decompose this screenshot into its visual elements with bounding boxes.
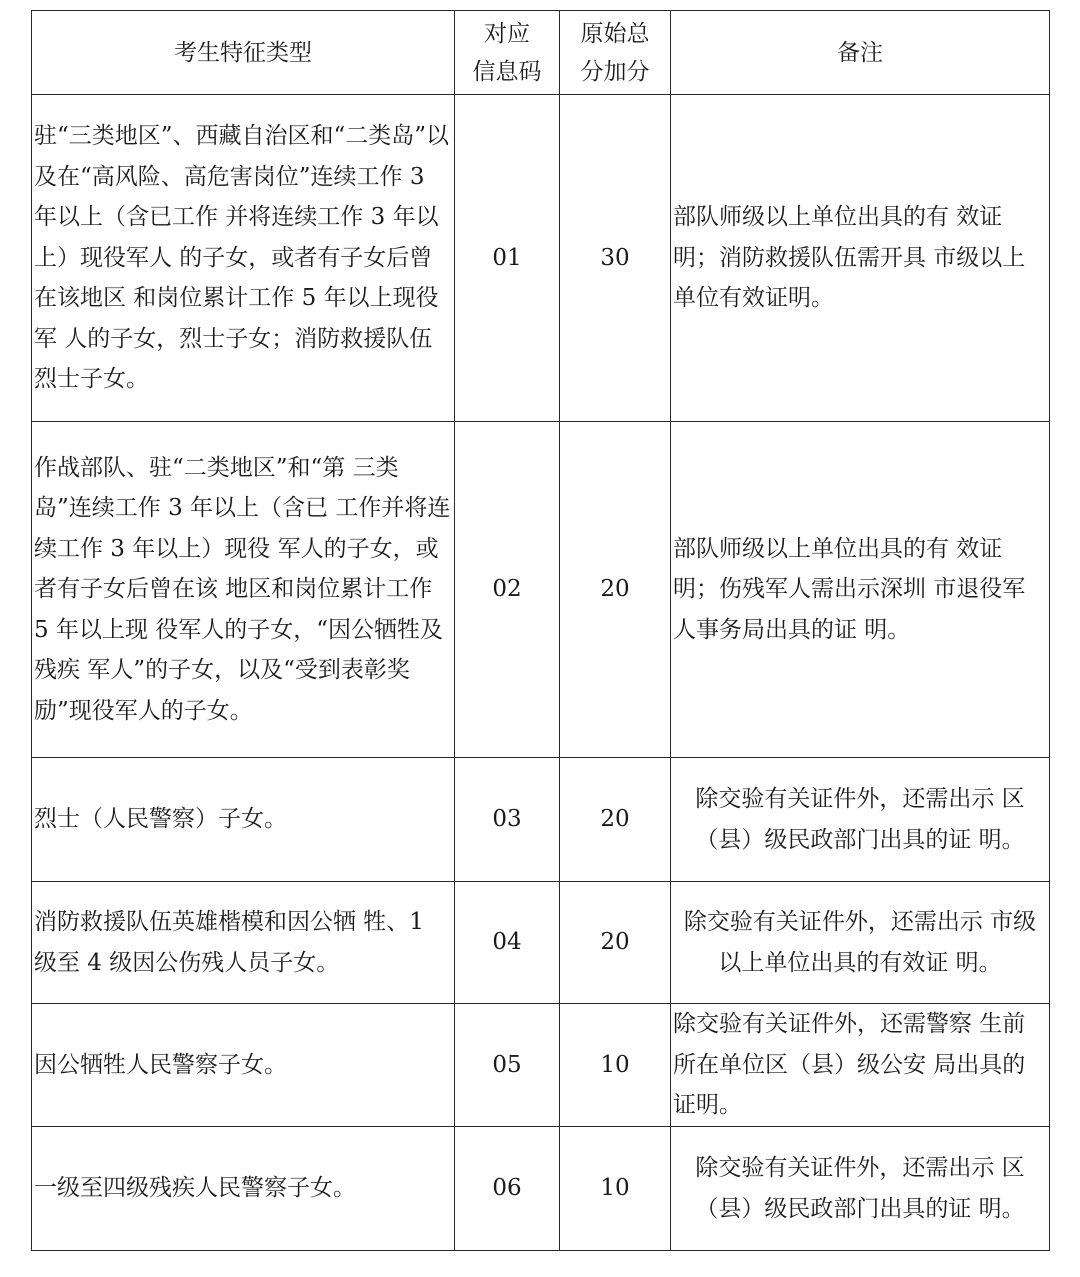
table-row xyxy=(32,1004,1050,1127)
row-note: 部队师级以上单位出具的有 效证明；伤残军人需出示深圳 市退役军人事务局出具的证 明。 xyxy=(671,422,1050,758)
row-code: 04 xyxy=(455,882,560,1004)
row-score: 10 xyxy=(560,1127,671,1251)
row-type: 因公牺牲人民警察子女。 xyxy=(32,1004,455,1127)
header-note: 备注 xyxy=(671,11,1050,95)
header-score: 原始总 分加分 xyxy=(560,11,671,95)
row-type: 消防救援队伍英雄楷模和因公牺 牲、1 级至 4 级因公伤残人员子女。 xyxy=(32,882,455,1004)
row-note: 除交验有关证件外，还需出示 市级以上单位出具的有效证 明。 xyxy=(671,882,1050,1004)
table-row xyxy=(32,1127,1050,1251)
header-code: 对应 信息码 xyxy=(455,11,560,95)
table-row xyxy=(32,422,1050,758)
row-note: 除交验有关证件外，还需出示 区（县）级民政部门出具的证 明。 xyxy=(671,758,1050,882)
row-score: 20 xyxy=(560,882,671,1004)
row-score: 20 xyxy=(560,422,671,758)
row-score: 20 xyxy=(560,758,671,882)
table-row xyxy=(32,882,1050,1004)
row-type: 驻“三类地区”、西藏自治区和“二类岛”以及在“高风险、高危害岗位”连续工作 3 年以上（含已工作 并将连续工作 3 年以上）现役军人 的子女，或者有子女后曾在该地区 和岗位累计工作 5 年以上现役军 人的子女，烈士子女；消防救援队伍烈士子女。 xyxy=(32,95,455,422)
row-type: 一级至四级残疾人民警察子女。 xyxy=(32,1127,455,1251)
table-header-row xyxy=(32,11,1050,95)
row-type: 作战部队、驻“二类地区”和“第 三类岛”连续工作 3 年以上（含已 工作并将连续工作 3 年以上）现役 军人的子女，或者有子女后曾在该 地区和岗位累计工作 5 年以上现 役军人的子女，“因公牺牲及残疾 军人”的子女，以及“受到表彰奖 励”现役军人的子女。 xyxy=(32,422,455,758)
row-code: 05 xyxy=(455,1004,560,1127)
row-code: 01 xyxy=(455,95,560,422)
row-type: 烈士（人民警察）子女。 xyxy=(32,758,455,882)
row-note: 除交验有关证件外，还需出示 区（县）级民政部门出具的证 明。 xyxy=(671,1127,1050,1251)
table-row xyxy=(32,95,1050,422)
row-note: 部队师级以上单位出具的有 效证明；消防救援队伍需开具 市级以上单位有效证明。 xyxy=(671,95,1050,422)
header-type: 考生特征类型 xyxy=(32,11,455,95)
row-code: 03 xyxy=(455,758,560,882)
row-score: 30 xyxy=(560,95,671,422)
row-code: 02 xyxy=(455,422,560,758)
row-code: 06 xyxy=(455,1127,560,1251)
row-note: 除交验有关证件外，还需警察 生前所在单位区（县）级公安 局出具的证明。 xyxy=(671,1004,1050,1127)
bonus-points-table xyxy=(31,10,1050,1251)
row-score: 10 xyxy=(560,1004,671,1127)
table-row xyxy=(32,758,1050,882)
